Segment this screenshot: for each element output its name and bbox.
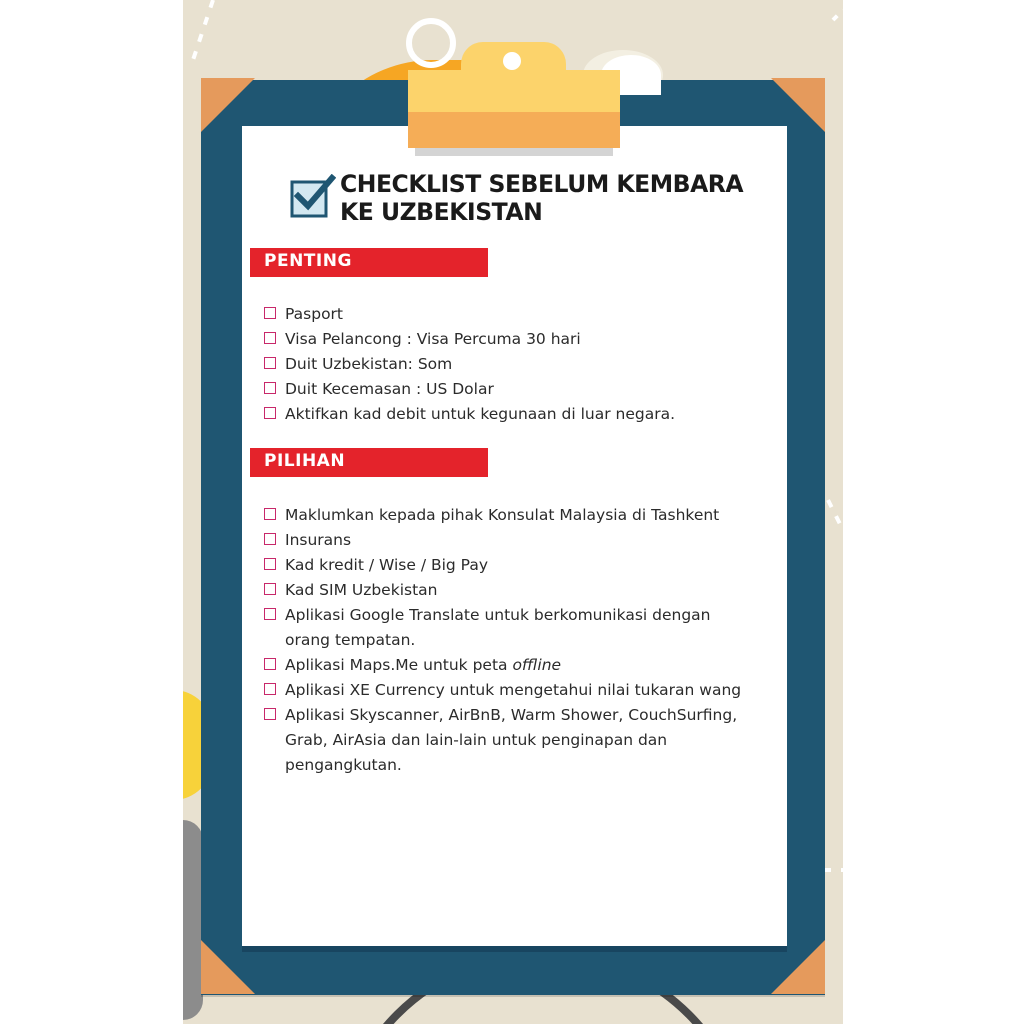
- checklist-pilihan: [263, 503, 741, 778]
- empty-checkbox-icon[interactable]: [264, 658, 276, 670]
- checklist-item-text: Aplikasi Maps.Me untuk peta offline: [285, 656, 562, 674]
- clip-hole: [503, 52, 521, 70]
- empty-checkbox-icon[interactable]: [264, 357, 276, 369]
- checklist-penting: [263, 302, 675, 427]
- checklist-item-text: pengangkutan.: [285, 756, 402, 774]
- checklist-item-text: Aplikasi Skyscanner, AirBnB, Warm Shower, CouchSurfing,: [285, 706, 738, 724]
- empty-checkbox-icon[interactable]: [264, 382, 276, 394]
- section-label: PILIHAN: [264, 451, 346, 471]
- clip-ring-decoration: [406, 18, 456, 68]
- checklist-item[interactable]: [263, 653, 741, 678]
- title-line-1: CHECKLIST SEBELUM KEMBARA: [340, 170, 744, 198]
- clip-shadow: [415, 148, 613, 156]
- checklist-item-text: Insurans: [285, 531, 352, 549]
- empty-checkbox-icon[interactable]: [264, 508, 276, 520]
- checklist-item[interactable]: [263, 703, 741, 778]
- checklist-item[interactable]: [263, 302, 675, 327]
- page-title: [340, 170, 752, 226]
- checklist-item-text: Pasport: [285, 305, 343, 323]
- title-line-2: KE UZBEKISTAN: [340, 198, 543, 226]
- checklist-item-text: Kad kredit / Wise / Big Pay: [285, 556, 489, 574]
- checklist-item-text: Duit Uzbekistan: Som: [285, 355, 453, 373]
- section-header-penting: [250, 248, 488, 277]
- empty-checkbox-icon[interactable]: [264, 558, 276, 570]
- checklist-item-text: Aplikasi Google Translate untuk berkomunikasi dengan: [285, 606, 711, 624]
- checklist-item-text: Aplikasi XE Currency untuk mengetahui nilai tukaran wang: [285, 681, 742, 699]
- checklist-item-text: Maklumkan kepada pihak Konsulat Malaysia di Tashkent: [285, 506, 720, 524]
- empty-checkbox-icon[interactable]: [264, 708, 276, 720]
- section-header-pilihan: [250, 448, 488, 477]
- checklist-item[interactable]: [263, 578, 741, 603]
- section-label: PENTING: [264, 251, 352, 271]
- checklist-item[interactable]: [263, 678, 741, 703]
- checklist-item[interactable]: [263, 528, 741, 553]
- checklist-item[interactable]: [263, 327, 675, 352]
- checklist-item[interactable]: [263, 503, 741, 528]
- checklist-item[interactable]: [263, 402, 675, 427]
- empty-checkbox-icon[interactable]: [264, 533, 276, 545]
- empty-checkbox-icon[interactable]: [264, 583, 276, 595]
- empty-checkbox-icon[interactable]: [264, 332, 276, 344]
- empty-checkbox-icon[interactable]: [264, 307, 276, 319]
- checklist-item-text: Aktifkan kad debit untuk kegunaan di luar negara.: [285, 405, 676, 423]
- checklist-item[interactable]: [263, 603, 741, 653]
- empty-checkbox-icon[interactable]: [264, 608, 276, 620]
- checkmark-box-icon: [290, 174, 336, 218]
- poster-background: [183, 0, 843, 1024]
- checklist-item-text: Grab, AirAsia dan lain-lain untuk penginapan dan: [285, 731, 668, 749]
- empty-checkbox-icon[interactable]: [264, 683, 276, 695]
- checklist-item-text: Kad SIM Uzbekistan: [285, 581, 438, 599]
- checklist-item-text: orang tempatan.: [285, 631, 416, 649]
- checklist-item-text: Visa Pelancong : Visa Percuma 30 hari: [285, 330, 581, 348]
- bicycle-gear-decoration: [183, 820, 203, 1020]
- checklist-item[interactable]: [263, 553, 741, 578]
- checklist-item[interactable]: [263, 377, 675, 402]
- clipboard-clip-lower: [408, 112, 620, 148]
- empty-checkbox-icon[interactable]: [264, 407, 276, 419]
- checklist-item-text: Duit Kecemasan : US Dolar: [285, 380, 494, 398]
- checklist-item[interactable]: [263, 352, 675, 377]
